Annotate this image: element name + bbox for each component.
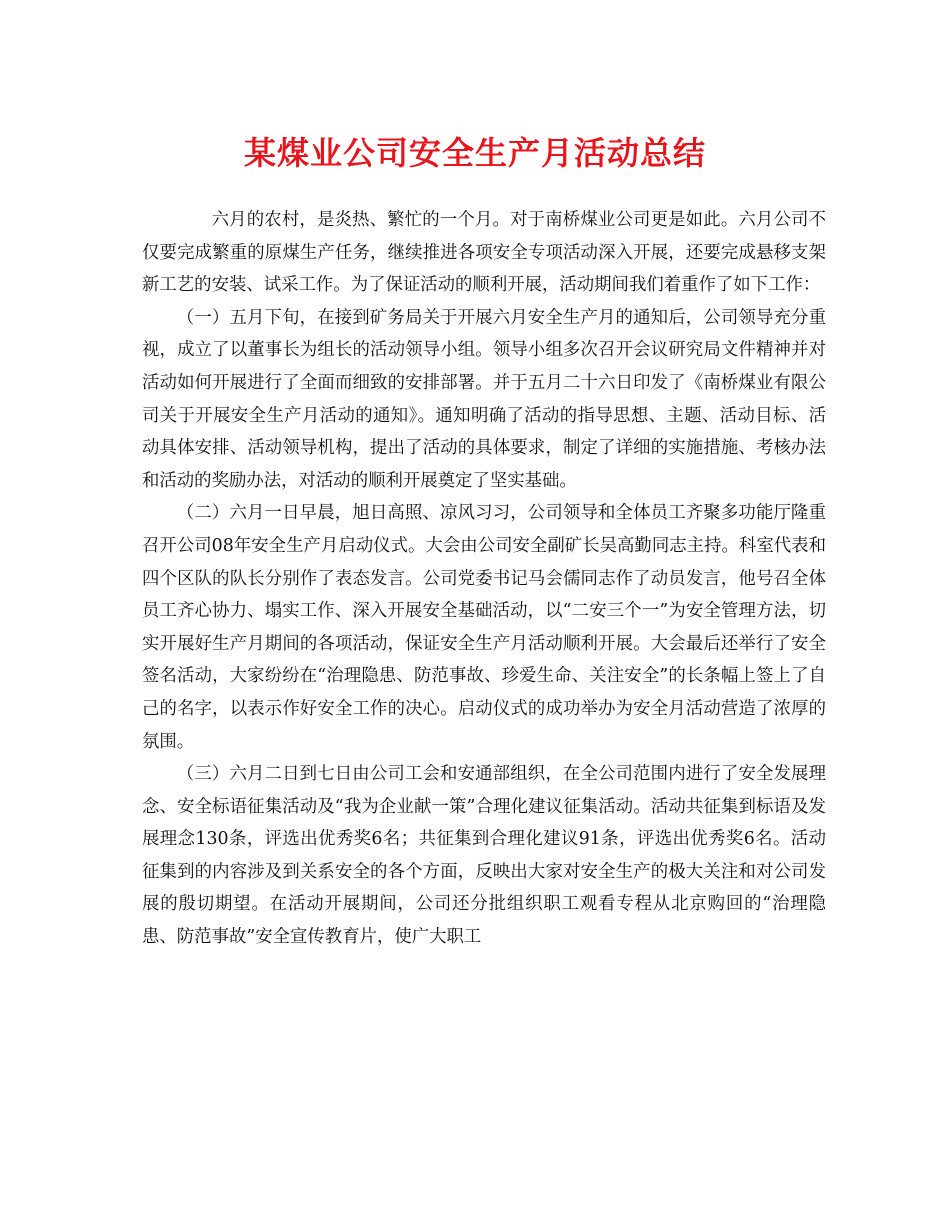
document-body <box>142 204 826 954</box>
paragraph-section-3: （三）六月二日到七日由公司工会和安通部组织，在全公司范围内进行了安全发展理念、安全标语征集活动及“我为企业献一策”合理化建议征集活动。活动共征集到标语及发展理念130条，评选出优秀奖6名；共征集到合理化建议91条，评选出优秀奖6名。活动征集到的内容涉及到关系安全的各个方面，反映出大家对安全生产的极大关注和对公司发展的殷切期望。在活动开展期间，公司还分批组织职工观看专程从北京购回的“治理隐患、防范事故”安全宣传教育片，使广大职工 <box>142 764 826 948</box>
document-title: 某煤业公司安全生产月活动总结 <box>243 134 706 172</box>
paragraph-intro: 六月的农村，是炎热、繁忙的一个月。对于南桥煤业公司更是如此。六月公司不仅要完成繁重的原煤生产任务，继续推进各项安全专项活动深入开展，还要完成悬移支架新工艺的安装、试采工作。为了保证活动的顺利开展，活动期间我们着重作了如下工作： <box>142 210 826 296</box>
paragraph-section-2: （二）六月一日早晨，旭日高照、凉风习习，公司领导和全体员工齐聚多功能厅隆重召开公司08年安全生产月启动仪式。大会由公司安全副矿长吴高勤同志主持。科室代表和四个区队的队长分别作了表态发言。公司党委书记马会儒同志作了动员发言，他号召全体员工齐心协力、塌实工作、深入开展安全基础活动，以“二安三个一”为安全管理方法，切实开展好生产月期间的各项活动，保证安全生产月活动顺利开展。大会最后还举行了安全签名活动，大家纷纷在“治理隐患、防范事故、珍爱生命、关注安全”的长条幅上签上了自己的名字，以表示作好安全工作的决心。启动仪式的成功举办为安全月活动营造了浓厚的氛围。 <box>142 503 826 752</box>
paragraph-section-1: （一）五月下旬，在接到矿务局关于开展六月安全生产月的通知后，公司领导充分重视，成立了以董事长为组长的活动领导小组。领导小组多次召开会议研究局文件精神并对活动如何开展进行了全面而细致的安排部署。并于五月二十六日印发了《南桥煤业有限公司关于开展安全生产月活动的通知》。通知明确了活动的指导思想、主题、活动目标、活动具体安排、活动领导机构，提出了活动的具体要求，制定了详细的实施措施、考核办法和活动的奖励办法，对活动的顺利开展奠定了坚实基础。 <box>142 307 826 491</box>
